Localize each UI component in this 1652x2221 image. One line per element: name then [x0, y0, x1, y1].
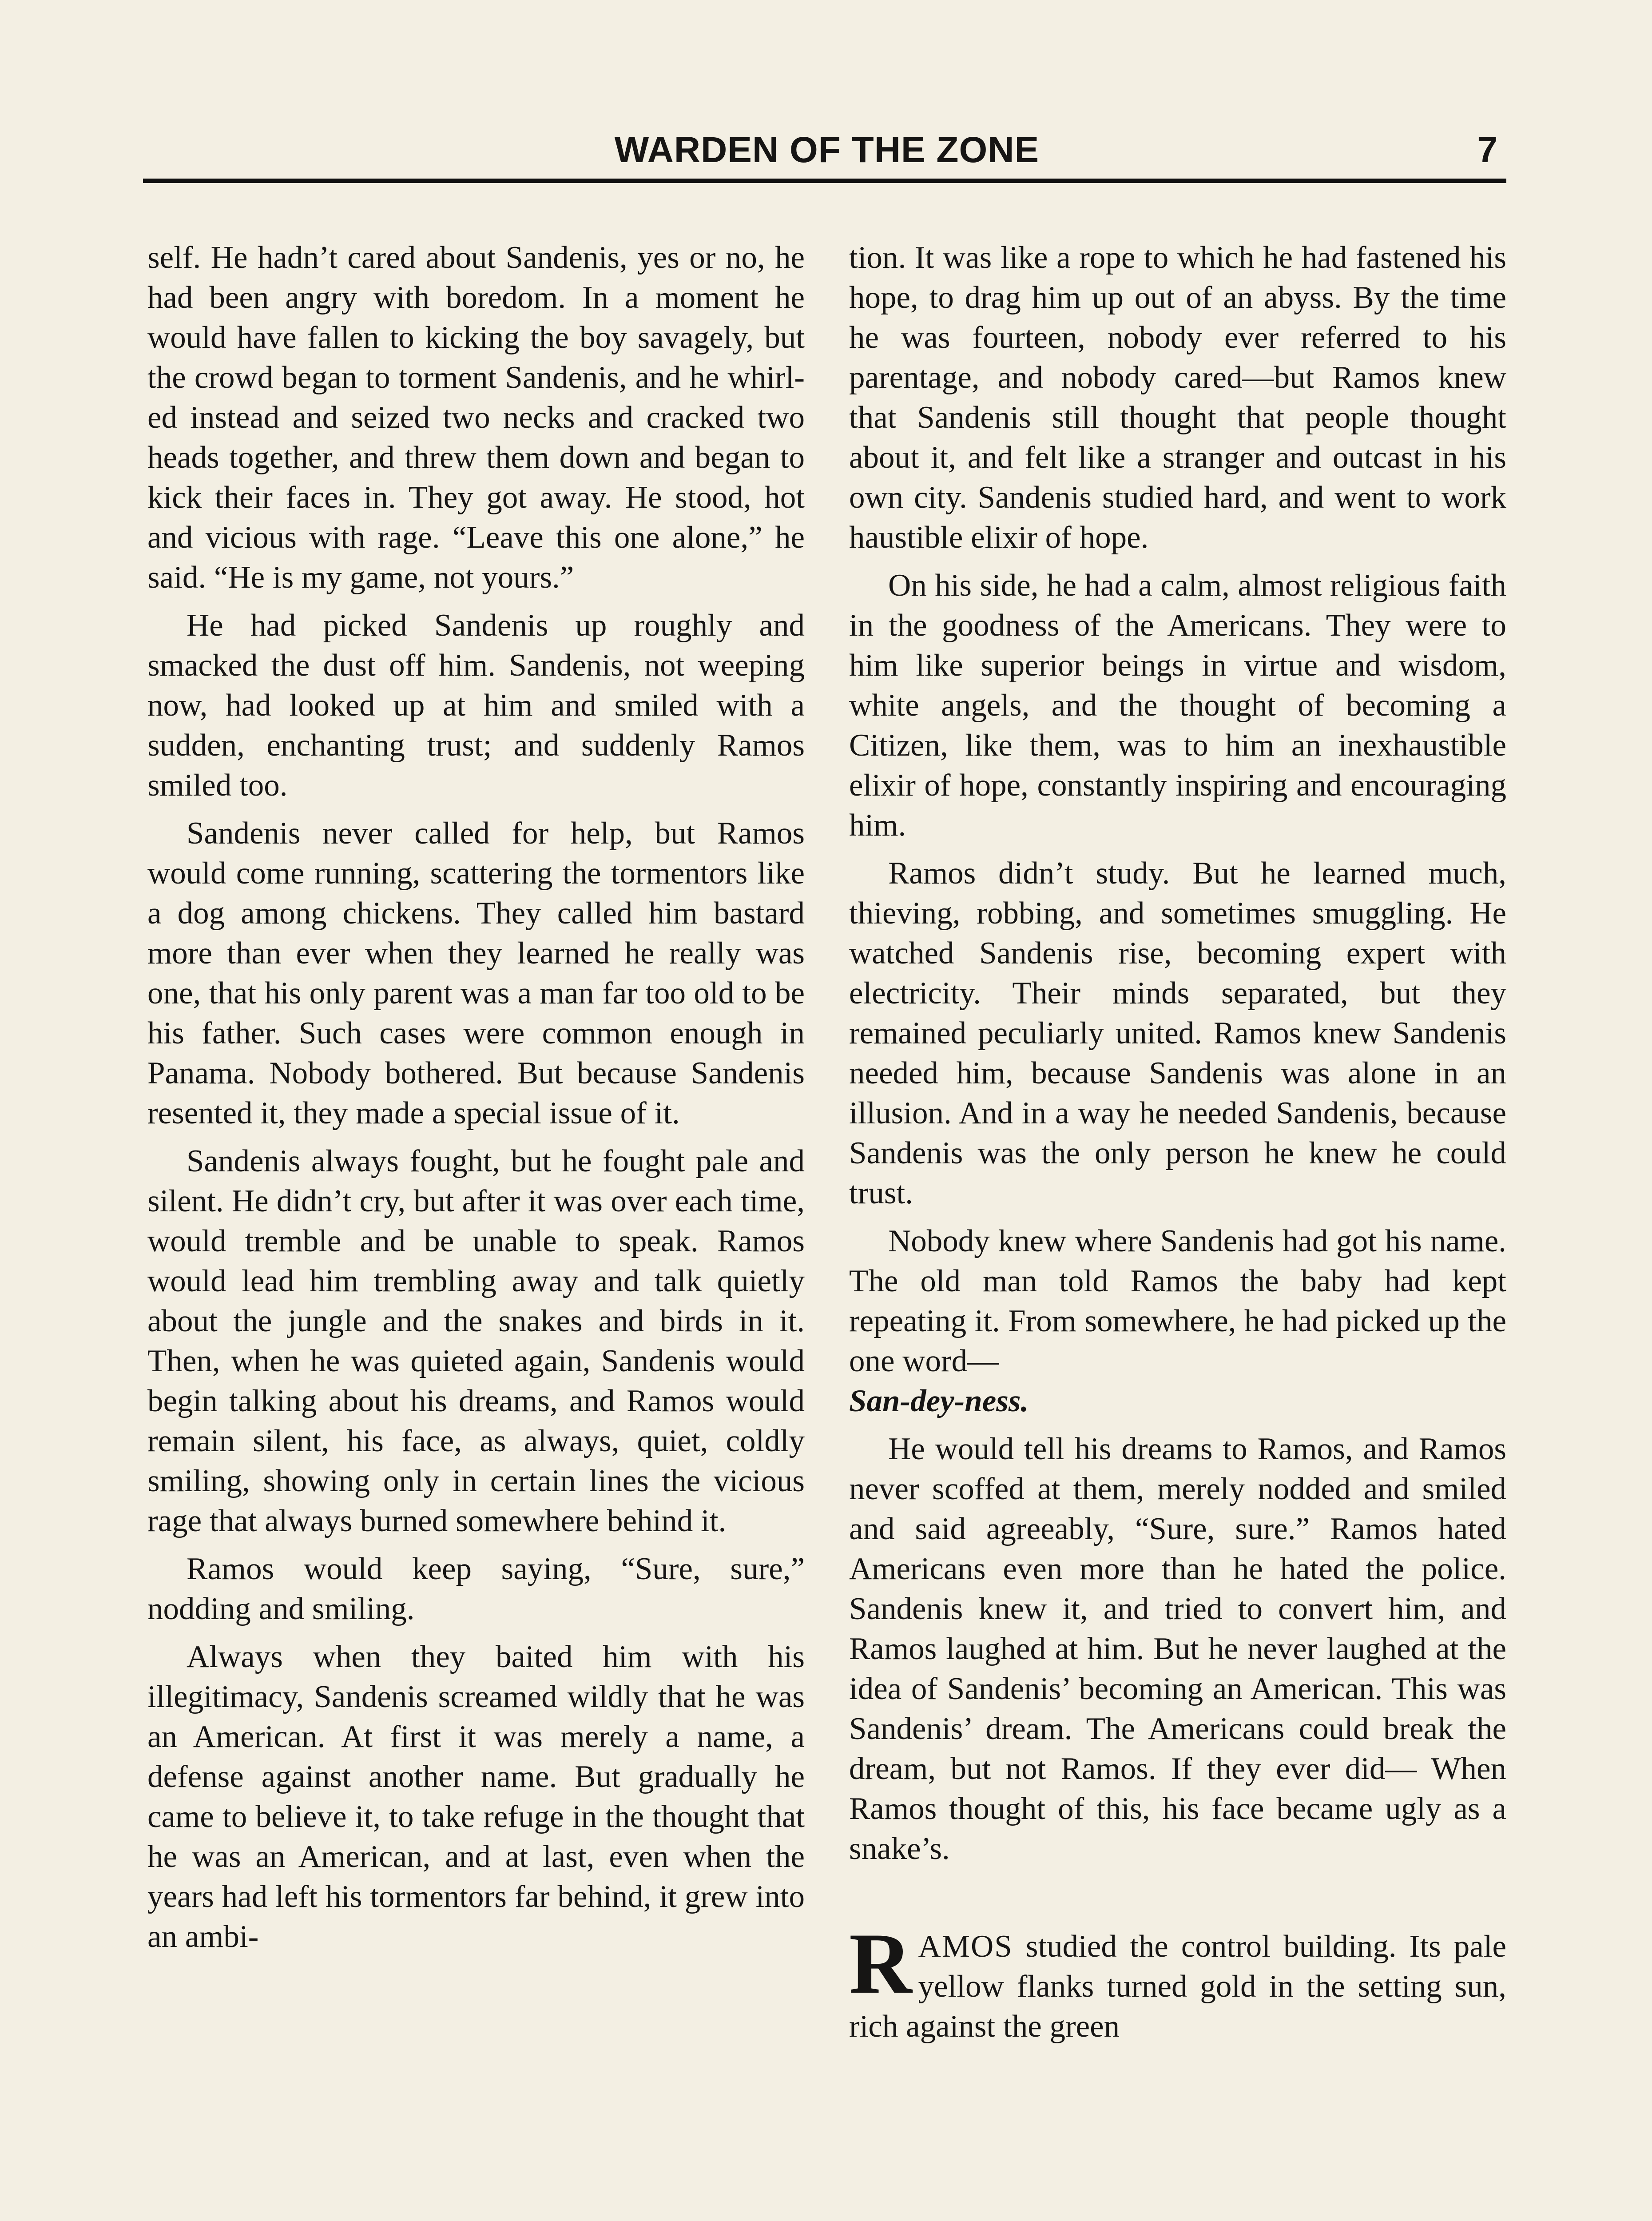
paragraph: tion. It was like a rope to which he had fastened his hope, to drag him up out of an abyss. By the time he was fourteen, nobody ever referred to his parentage, and nobody cared—but Ramos knew that Sandenis still thought that people thought about it, and felt like a stranger and outcast in his own city. Sandenis studied hard, and went to work haustible elixir of hope.: [849, 240, 1506, 555]
paragraph: On his side, he had a calm, almost religious faith in the goodness of the Americans. They were to him like superior beings in virtue and wisdom, white angels, and the thought of becoming a Citizen, like them, was to him an inexhaustible elixir of hope, constantly inspiring and encouraging him.: [849, 568, 1506, 843]
paragraph: [849, 1221, 1506, 1421]
page-number: 7: [1477, 130, 1497, 170]
section-text: studied the control building. Its pale yellow flanks turned gold in the setting sun, rich against the green: [849, 1929, 1506, 2044]
paragraph: Sandenis never called for help, but Ramos would come running, scattering the tormentors like a dog among chickens. They called him bastard more than ever when they learned he really was one, that his only parent was a man far too old to be his father. Such cases were common enough in Panama. Nobody bothered. But because Sandenis resented it, they made a special issue of it.: [147, 816, 805, 1130]
paragraph: He had picked Sandenis up roughly and smacked the dust off him. Sandenis, not weeping now, had looked up at him and smiled with a sudden, enchanting trust; and suddenly Ramos smiled too.: [147, 608, 805, 803]
right-column: [849, 238, 1506, 2054]
drop-cap: R: [849, 1915, 912, 2012]
paragraph: self. He hadn’t cared about Sandenis, yes or no, he had been angry with boredom. In a moment he would have fallen to kicking the boy savagely, but the crowd began to torment Sandenis, and he whirled instead and seized two necks and cracked two heads together, and threw them down and began to kick their faces in. They got away. He stood, hot and vicious with rage. “Leave this one alone,” he said. “He is my game, not yours.”: [147, 240, 805, 595]
left-column: [147, 238, 805, 1965]
paragraph-text: Nobody knew where Sandenis had got his name. The old man told Ramos the baby had kept repeating it. From somewhere, he had picked up the one word—: [849, 1224, 1506, 1378]
running-title: WARDEN OF THE ZONE: [614, 130, 1040, 170]
section-opening: [849, 1915, 1506, 2046]
paragraph: Sandenis always fought, but he fought pale and silent. He didn’t cry, but after it was over each time, would tremble and be unable to speak. Ramos would lead him trembling away and talk quietly about the jungle and the snakes and birds in it. Then, when he was quieted again, Sandenis would begin talking about his dreams, and Ramos would remain silent, his face, as always, quiet, coldly smiling, showing only in certain lines the vicious rage that always burned somewhere behind it.: [147, 1144, 805, 1538]
running-header: [147, 123, 1506, 177]
paragraph: Ramos didn’t study. But he learned much, thieving, robbing, and sometimes smuggling. He watched Sandenis rise, becoming expert with electricity. Their minds separated, but they remained peculiarly united. Ramos knew Sandenis needed him, because Sandenis was alone in an illusion. And in a way he needed Sandenis, because Sandenis was the only person he knew he could trust.: [849, 856, 1506, 1210]
paragraph: Always when they baited him with his illegitimacy, Sandenis screamed wildly that he was an American. At first it was merely a name, a defense against another name. But gradually he came to believe it, to take refuge in the thought that he was an American, and at last, even when the years had left his tormentors far behind, it grew into an ambi-: [147, 1640, 805, 1954]
section-lead: AMOS: [918, 1929, 1013, 1964]
header-rule: [143, 179, 1506, 183]
paragraph: He would tell his dreams to Ramos, and Ramos never scoffed at them, merely nodded and smiled and said agreeably, “Sure, sure.” Ramos hated Americans even more than he hated the police. Sandenis knew it, and tried to convert him, and Ramos laughed at him. But he never laughed at the idea of Sandenis’ becoming an American. This was Sandenis’ dream. The Americans could break the dream, but not Ramos. If they ever did— When Ramos thought of this, his face became ugly as a snake’s.: [849, 1432, 1506, 1866]
italic-word: San-dey-ness.: [849, 1384, 1029, 1418]
paragraph: Ramos would keep saying, “Sure, sure,” nodding and smiling.: [147, 1552, 805, 1626]
